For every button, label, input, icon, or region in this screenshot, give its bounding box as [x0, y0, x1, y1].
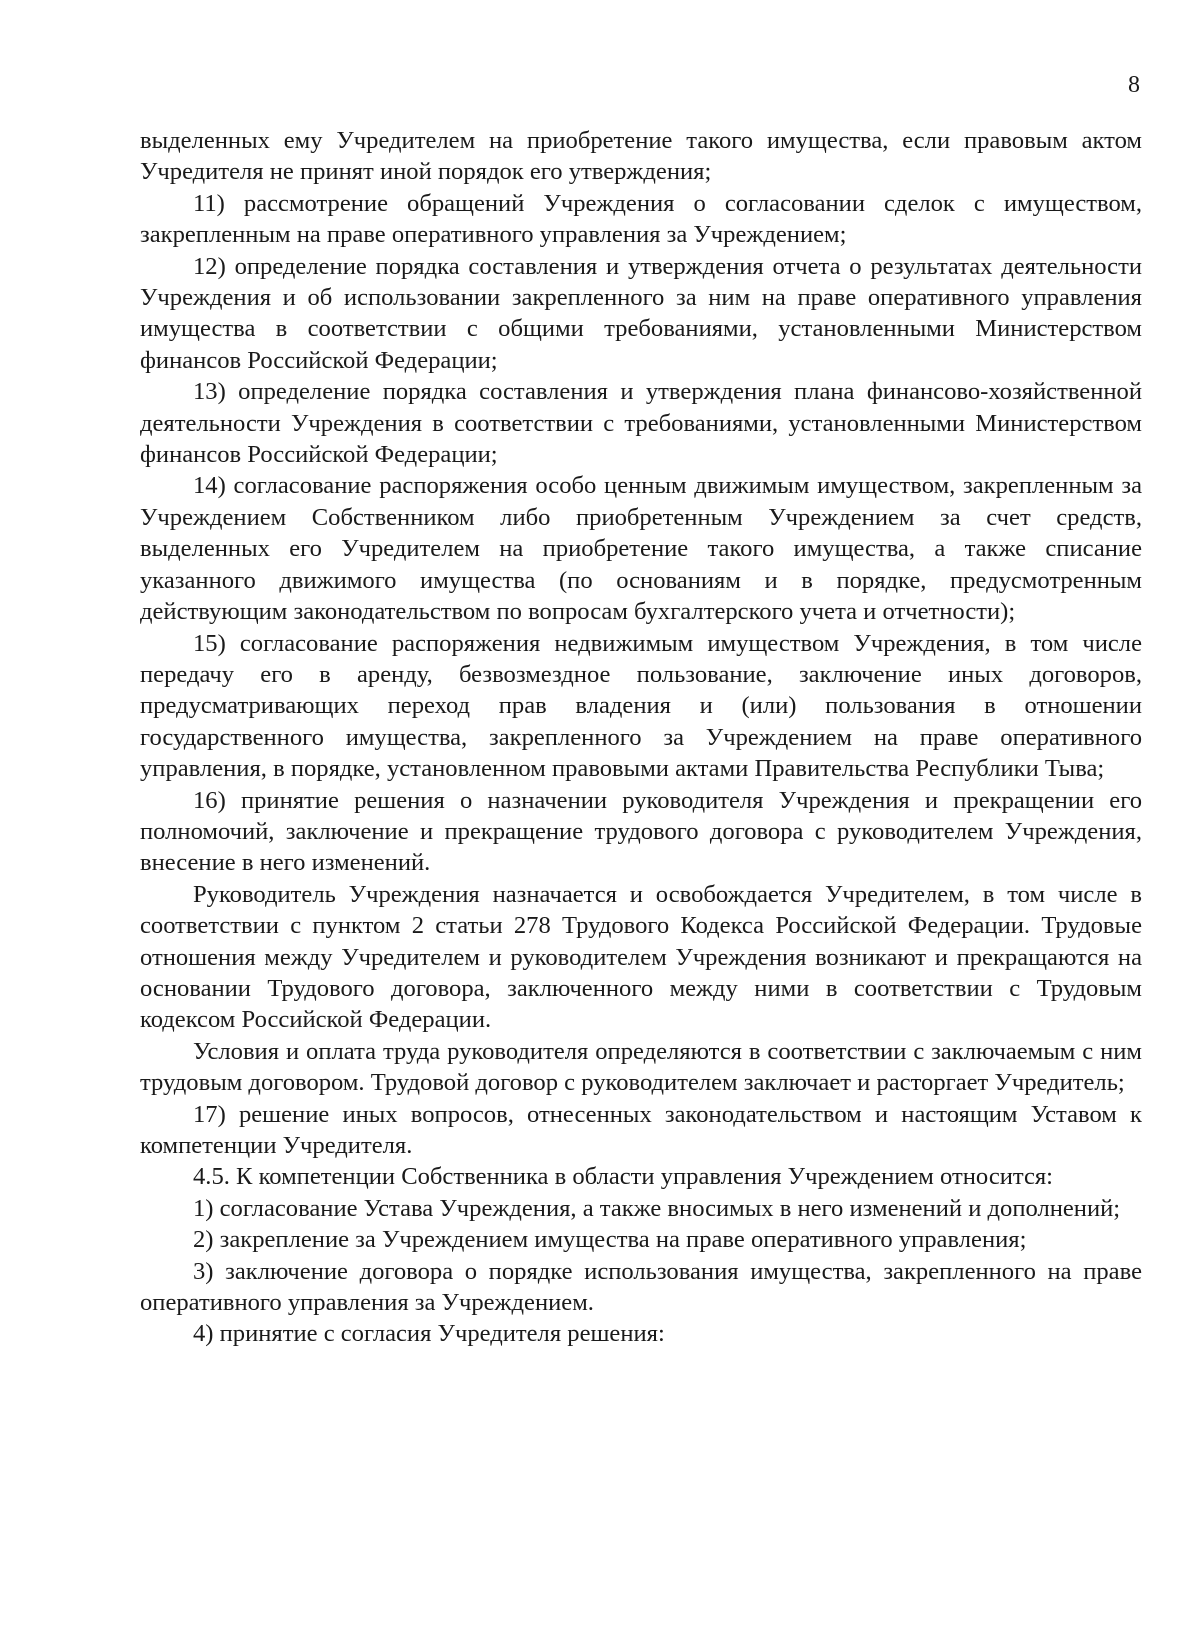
paragraph-item-11: 11) рассмотрение обращений Учреждения о согласовании сделок с имуществом, закрепленным на праве оперативного управления за Учреждением; — [140, 189, 1142, 249]
page-number: 8 — [1128, 72, 1140, 98]
paragraph-item-14: 14) согласование распоряжения особо ценным движимым имуществом, закрепленным за Учреждением Собственником либо приобретенным Учреждением за счет средств, выделенных его Учредителем на приобретение такого имущества, а также списание указанного движимого имущества (по основаниям и в порядке, предусмотренным действующим законодательством по вопросам бухгалтерского учета и отчетности); — [140, 472, 1142, 626]
paragraph-owner-item-2: 2) закрепление за Учреждением имущества на праве оперативного управления; — [193, 1226, 1027, 1254]
paragraph-item-13: 13) определение порядка составления и утверждения плана финансово-хозяйственной деятельности Учреждения в соответствии с требованиями, установленными Министерством финансов Российской Федерации; — [140, 378, 1142, 469]
paragraph-item-16: 16) принятие решения о назначении руководителя Учреждения и прекращении его полномочий, заключение и прекращение трудового договора с руководителем Учреждения, внесение в него изменений. — [140, 786, 1142, 877]
document-body — [140, 125, 1142, 1350]
paragraph-owner-item-4: 4) принятие с согласия Учредителя решения: — [193, 1320, 665, 1348]
paragraph-owner-item-1: 1) согласование Устава Учреждения, а также вносимых в него изменений и дополнений; — [193, 1194, 1121, 1222]
paragraph-item-12: 12) определение порядка составления и утверждения отчета о результатах деятельности Учреждения и об использовании закрепленного за ним на праве оперативного управления имущества в соответствии с общими требованиями, установленными Министерством финансов Российской Федерации; — [140, 252, 1142, 374]
paragraph-item-15: 15) согласование распоряжения недвижимым имуществом Учреждения, в том числе передачу его в аренду, безвозмездное пользование, заключение иных договоров, предусматривающих переход прав владения и (или) пользования в отношении государственного имущества, закрепленного за Учреждением на праве оперативного управления, в порядке, установленном правовыми актами Правительства Республики Тыва; — [140, 629, 1142, 783]
paragraph-director-pay: Условия и оплата труда руководителя определяются в соответствии с заключаемым с ним трудовым договором. Трудовой договор с руководителем заключает и расторгает Учредитель; — [140, 1037, 1142, 1097]
paragraph-continuation: выделенных ему Учредителем на приобретение такого имущества, если правовым актом Учредителя не принят иной порядок его утверждения; — [140, 127, 1142, 186]
paragraph-director-appointment: Руководитель Учреждения назначается и освобождается Учредителем, в том числе в соответствии с пунктом 2 статьи 278 Трудового Кодекса Российской Федерации. Трудовые отношения между Учредителем и руководителем Учреждения возникают и прекращаются на основании Трудового договора, заключенного между ними в соответствии с Трудовым кодексом Российской Федерации. — [140, 880, 1142, 1034]
paragraph-owner-item-3: 3) заключение договора о порядке использования имущества, закрепленного на праве оперативного управления за Учреждением. — [140, 1257, 1142, 1317]
paragraph-section-4-5: 4.5. К компетенции Собственника в области управления Учреждением относится: — [193, 1163, 1054, 1191]
paragraph-item-17: 17) решение иных вопросов, отнесенных законодательством и настоящим Уставом к компетенции Учредителя. — [140, 1100, 1142, 1159]
